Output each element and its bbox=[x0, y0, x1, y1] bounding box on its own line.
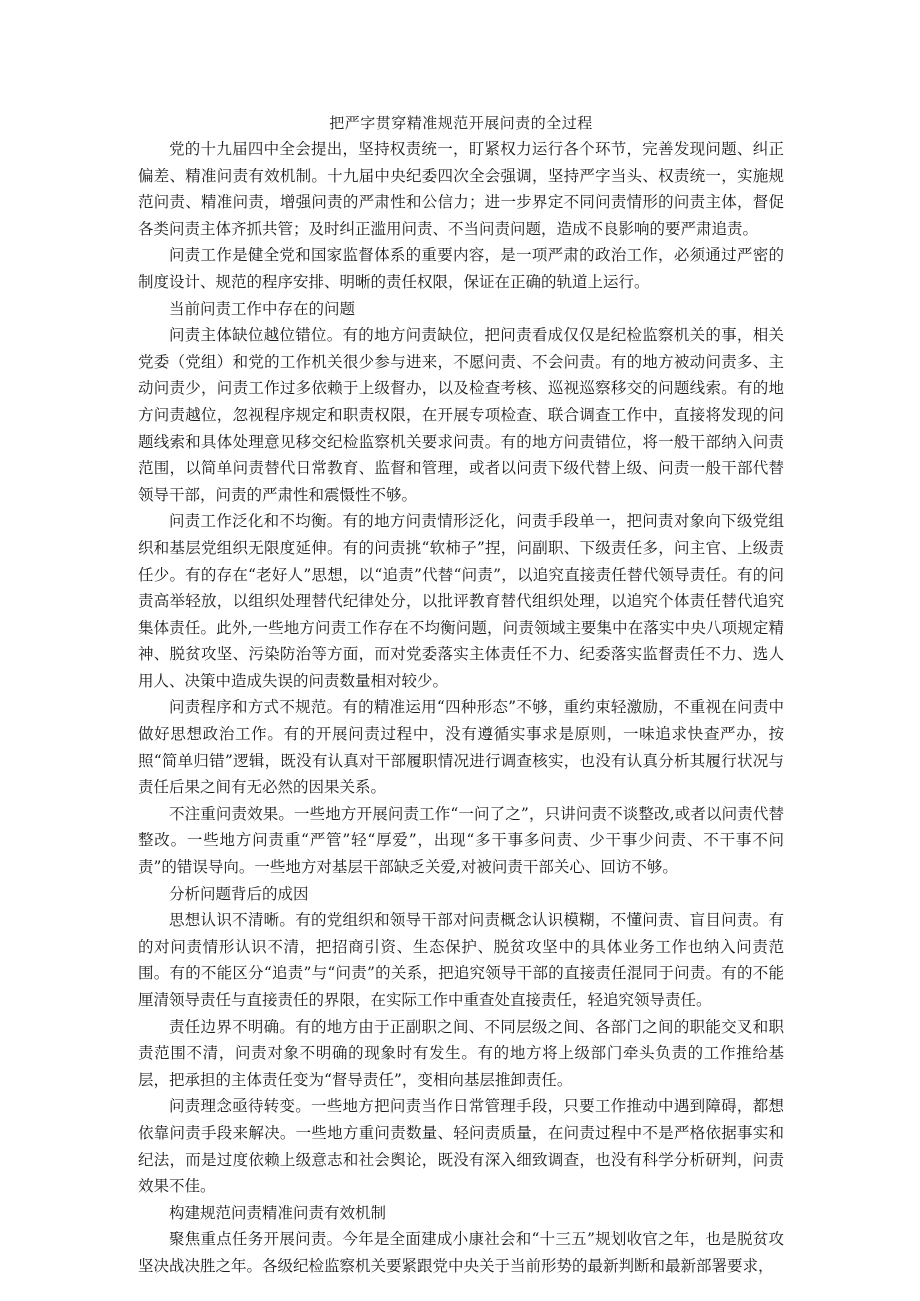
problems-paragraph-3: 问责程序和方式不规范。有的精准运用“四种形态”不够，重约束轻激励，不重视在问责中做好思想政治工作。有的开展问责过程中，没有遵循实事求是原则，一味追求快查严办，按照“简单归错”逻辑，既没有认真对干部履职情况进行调查核实，也没有认真分析其履行状况与责任后果之间有无必然的因果关系。 bbox=[138, 698, 784, 797]
causes-paragraph-2: 责任边界不明确。有的地方由于正副职之间、不同层级之间、各部门之间的职能交叉和职责范围不清，问责对象不明确的现象时有发生。有的地方将上级部门牵头负责的工作推给基层，把承担的主体责任变为“督导责任”，变相向基层推卸责任。 bbox=[138, 1017, 784, 1089]
intro-paragraph-2: 问责工作是健全党和国家监督体系的重要内容，是一项严肃的政治工作，必须通过严密的制度设计、规范的程序安排、明晰的责任权限，保证在正确的轨道上运行。 bbox=[138, 246, 784, 291]
section-heading-causes: 分析问题背后的成因 bbox=[169, 884, 309, 903]
causes-paragraph-3: 问责理念亟待转变。一些地方把问责当作日常管理手段，只要工作推动中遇到障碍，都想依靠问责手段来解决。一些地方重问责数量、轻问责质量，在问责过程中不是严格依据事实和纪法，而是过度依赖上级意志和社会舆论，既没有深入细致调查，也没有科学分析研判，问责效果不佳。 bbox=[138, 1097, 784, 1196]
problems-paragraph-4: 不注重问责效果。一些地方开展问责工作“一问了之”，只讲问责不谈整改,或者以问责代替整改。一些地方问责重“严管”轻“厚爱”，出现“多干事多问责、少干事少问责、不干事不问责”的错误导向。一些地方对基层干部缺乏关爱,对被问责干部关心、回访不够。 bbox=[138, 804, 784, 877]
problems-paragraph-1: 问责主体缺位越位错位。有的地方问责缺位，把问责看成仅仅是纪检监察机关的事，相关党委（党组）和党的工作机关很少参与进来，不愿问责、不会问责。有的地方被动问责多、主动问责少，问责工作过多依赖于上级督办，以及检查考核、巡视巡察移交的问题线索。有的地方问责越位，忽视程序规定和职责权限，在开展专项检查、联合调查工作中，直接将发现的问题线索和具体处理意见移交纪检监察机关要求问责。有的地方问责错位，将一般干部纳入问责范围，以简单问责替代日常教育、监督和管理，或者以问责下级代替上级、问责一般干部代替领导干部，问责的严肃性和震慑性不够。 bbox=[138, 326, 784, 504]
section-heading-mechanism: 构建规范问责精准问责有效机制 bbox=[169, 1203, 387, 1222]
mechanism-paragraph-1: 聚焦重点任务开展问责。今年是全面建成小康社会和“十三五”规划收官之年，也是脱贫攻坚决战决胜之年。各级纪检监察机关要紧跟党中央关于当前形势的最新判断和最新部署要求， bbox=[138, 1230, 784, 1275]
causes-paragraph-1: 思想认识不清晰。有的党组织和领导干部对问责概念认识模糊，不懂问责、盲目问责。有的对问责情形认识不清，把招商引资、生态保护、脱贫攻坚中的具体业务工作也纳入问责范围。有的不能区分“追责”与“问责”的关系，把追究领导干部的直接责任混同于问责。有的不能厘清领导责任与直接责任的界限，在实际工作中重查处直接责任，轻追究领导责任。 bbox=[138, 911, 784, 1009]
document-page bbox=[138, 110, 784, 1280]
section-heading-problems: 当前问责工作中存在的问题 bbox=[169, 299, 356, 318]
intro-paragraph-1: 党的十九届四中全会提出，坚持权责统一，盯紧权力运行各个环节，完善发现问题、纠正偏差、精准问责有效机制。十九届中央纪委四次全会强调，坚持严字当头、权责统一，实施规范问责、精准问责，增强问责的严肃性和公信力；进一步界定不同问责情形的问责主体，督促各类问责主体齐抓共管；及时纠正滥用问责、不当问责问题，造成不良影响的要严肃追责。 bbox=[138, 140, 784, 238]
document-title: 把严字贯穿精准规范开展问责的全过程 bbox=[329, 114, 593, 132]
problems-paragraph-2: 问责工作泛化和不均衡。有的地方问责情形泛化，问责手段单一，把问责对象向下级党组织和基层党组织无限度延伸。有的问责挑“软柿子”捏，问副职、下级责任多，问主官、上级责任少。有的存在“老好人”思想，以“追责”代替“问责”，以追究直接责任替代领导责任。有的问责高举轻放，以组织处理替代纪律处分，以批评教育替代组织处理，以追究个体责任替代追究集体责任。此外,一些地方问责工作存在不均衡问题，问责领域主要集中在落实中央八项规定精神、脱贫攻坚、污染防治等方面，而对党委落实主体责任不力、纪委落实监督责任不力、选人用人、决策中造成失误的问责数量相对较少。 bbox=[138, 512, 784, 690]
